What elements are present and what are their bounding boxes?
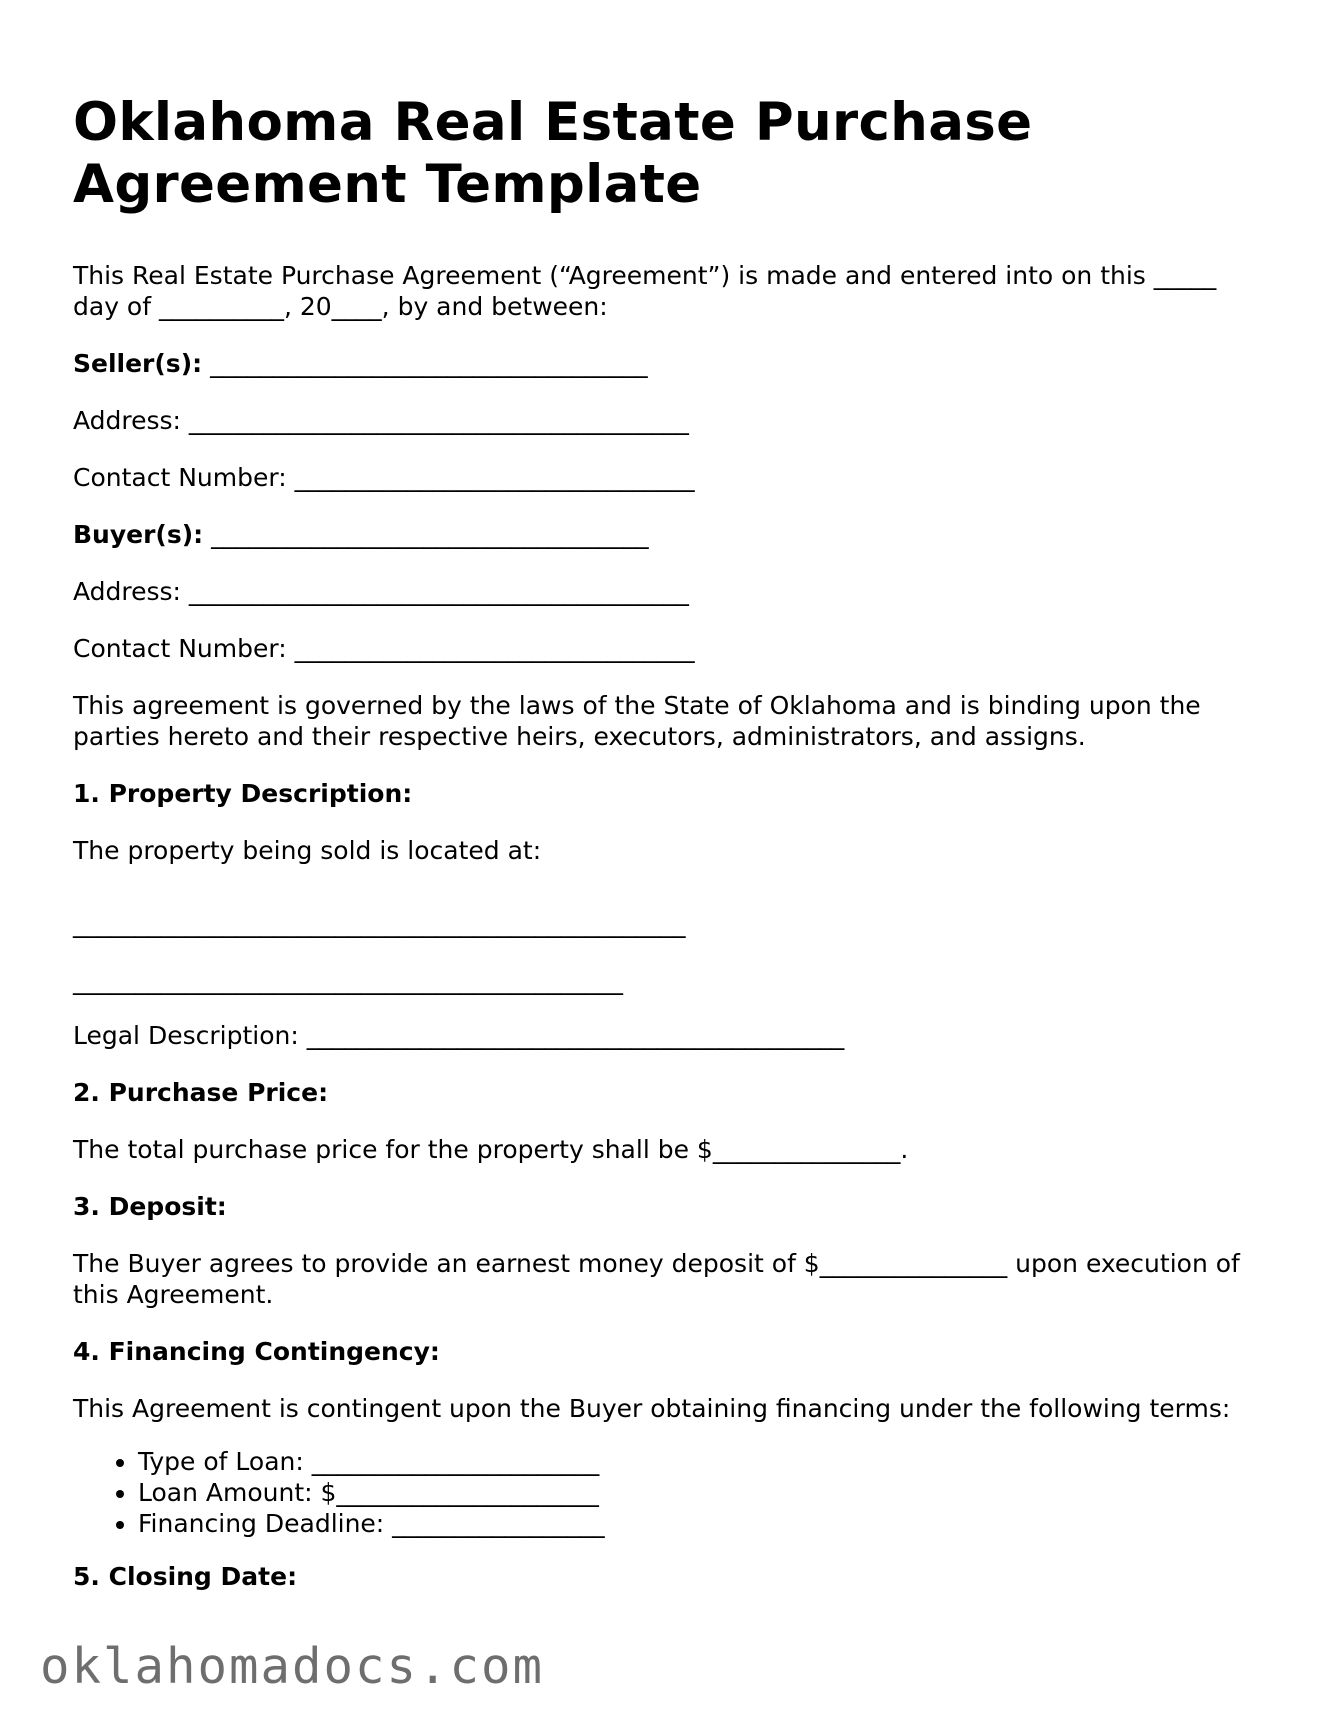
- governing-law-paragraph: This agreement is governed by the laws of the State of Oklahoma and is binding upon the parties hereto and their respective heirs, executors, administrators, and assigns.: [73, 691, 1201, 751]
- list-item: • Loan Amount: $_____________________: [138, 1477, 1263, 1508]
- list-item: • Financing Deadline: _________________: [138, 1508, 1263, 1539]
- buyer-label: Buyer(s):: [73, 520, 204, 549]
- document-page: [73, 92, 1263, 1592]
- deposit-text: The Buyer agrees to provide an earnest money deposit of $_______________ upon execution of this Agreement.: [73, 1249, 1240, 1309]
- legal-description-field: Legal Description: ___________________________________________: [73, 1021, 845, 1050]
- buyer-contact-field: Contact Number: ________________________________: [73, 634, 695, 663]
- section-heading-closing: 5. Closing Date:: [73, 1562, 298, 1591]
- buyer-address-field: Address: ________________________________________: [73, 577, 689, 606]
- document-title: Oklahoma Real Estate Purchase Agreement Template: [73, 92, 1033, 215]
- seller-address-field: Address: ________________________________________: [73, 406, 689, 435]
- intro-paragraph: This Real Estate Purchase Agreement (“Agreement”) is made and entered into on this _____ day of __________, 20____, by and between:: [73, 261, 1217, 321]
- section-heading-deposit: 3. Deposit:: [73, 1192, 227, 1221]
- buyer-name-field: [73, 519, 1263, 550]
- purchase-price-text: The total purchase price for the property shall be $_______________.: [73, 1135, 909, 1164]
- buyer-blank: ___________________________________: [203, 520, 649, 549]
- seller-label: Seller(s):: [73, 349, 203, 378]
- list-item: • Type of Loan: _______________________: [138, 1446, 1263, 1477]
- watermark: oklahomadocs.com: [40, 1638, 545, 1695]
- section-heading-price: 2. Purchase Price:: [73, 1078, 329, 1107]
- seller-contact-field: Contact Number: ________________________________: [73, 463, 695, 492]
- property-address-line-2: ____________________________________________: [73, 966, 623, 995]
- section-heading-property: 1. Property Description:: [73, 779, 413, 808]
- financing-terms-list: [73, 1446, 1263, 1539]
- section-heading-financing: 4. Financing Contingency:: [73, 1337, 440, 1366]
- seller-blank: ___________________________________: [202, 349, 648, 378]
- property-address-line-1: _________________________________________________: [73, 909, 686, 938]
- financing-text: This Agreement is contingent upon the Buyer obtaining financing under the following terms:: [73, 1394, 1231, 1423]
- property-location-text: The property being sold is located at:: [73, 836, 542, 865]
- seller-name-field: [73, 348, 1263, 379]
